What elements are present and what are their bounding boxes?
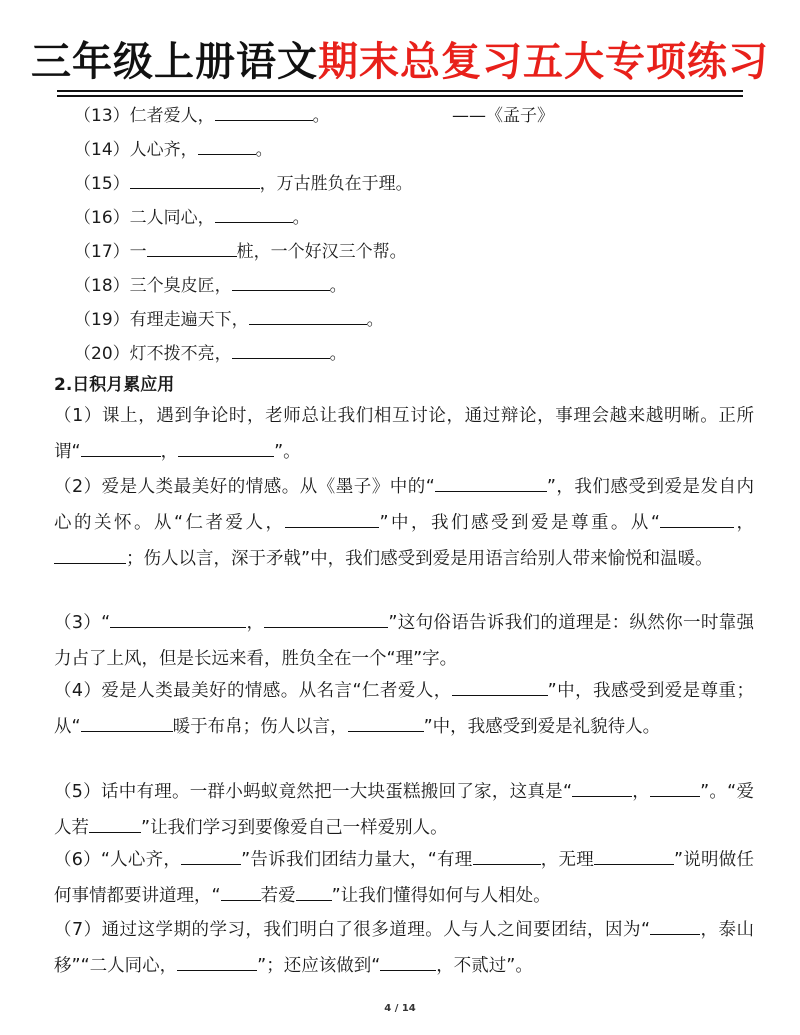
item-number: （13） <box>74 106 130 126</box>
item-number: （18） <box>74 276 130 296</box>
exercise-item-16 <box>74 205 310 231</box>
item-text: 。 <box>366 310 384 330</box>
item-text: 。 <box>329 276 347 296</box>
fill-blank[interactable] <box>594 847 674 865</box>
fill-blank[interactable] <box>81 439 161 457</box>
question-text: ”让我们懂得如何与人相处。 <box>331 886 551 906</box>
item-text: 仁者爱人， <box>129 106 215 126</box>
question-text: ， <box>160 442 179 462</box>
exercise-item-15 <box>74 171 413 197</box>
item-text: 。 <box>292 208 310 228</box>
fill-blank[interactable] <box>232 341 330 359</box>
fill-blank[interactable] <box>181 847 241 865</box>
fill-blank[interactable] <box>249 307 367 325</box>
fill-blank[interactable] <box>110 610 246 628</box>
question-text: ”这句俗语告诉我们的道理是：纵然你一时靠强力占了上风，但是长远来看，胜负全在一个“理”字。 <box>54 613 754 669</box>
exercise-item-17 <box>74 239 407 265</box>
fill-blank[interactable] <box>54 546 126 564</box>
item-number: （15） <box>74 174 130 194</box>
item-number: （19） <box>74 310 130 330</box>
page-title <box>0 38 800 86</box>
fill-blank[interactable] <box>215 205 293 223</box>
fill-blank[interactable] <box>380 953 436 971</box>
exercise-item-19 <box>74 307 384 333</box>
question-text: （7）通过这学期的学习，我们明白了很多道理。人与人之间要团结，因为“ <box>54 920 651 940</box>
fill-blank[interactable] <box>81 714 173 732</box>
question-text: 若爱 <box>260 886 296 906</box>
page-number: 4 / 14 <box>384 1003 416 1014</box>
question-text: ”告诉我们团结力量大，“有理 <box>241 850 473 870</box>
question-text: ， <box>632 782 651 802</box>
item-number: （20） <box>74 344 130 364</box>
question-6 <box>54 842 754 914</box>
item-text: 桩，一个好汉三个帮。 <box>236 242 407 262</box>
title-divider-bottom <box>57 95 743 97</box>
question-text: （6）“人心齐， <box>54 850 182 870</box>
item-number: （16） <box>74 208 130 228</box>
fill-blank[interactable] <box>348 714 424 732</box>
fill-blank[interactable] <box>198 137 256 155</box>
title-black-part: 三年级上册语文 <box>31 39 318 85</box>
question-text: ”，我们感受到爱是发自内心的关怀。从“仁者爱人， <box>54 477 754 533</box>
fill-blank[interactable] <box>452 678 548 696</box>
fill-blank[interactable] <box>296 883 332 901</box>
question-2 <box>54 469 754 577</box>
question-text: ”让我们学习到要像爱自己一样爱别人。 <box>141 818 448 838</box>
fill-blank[interactable] <box>177 953 257 971</box>
question-text: ；伤人以言，深于矛戟”中，我们感受到爱是用语言给别人带来愉悦和温暖。 <box>126 549 713 569</box>
fill-blank[interactable] <box>178 439 274 457</box>
question-text: ”。“爱人若 <box>54 782 755 838</box>
question-text: （5）话中有理。一群小蚂蚁竟然把一大块蛋糕搬回了家，这真是“ <box>54 782 573 802</box>
question-text: ”中，我感受到爱是尊重；从“ <box>54 681 754 737</box>
question-text: （2）爱是人类最美好的情感。从《墨子》中的“ <box>54 477 435 497</box>
question-4 <box>54 673 754 745</box>
exercise-item-13 <box>74 103 330 129</box>
fill-blank[interactable] <box>147 239 237 257</box>
question-text: 暖于布帛；伤人以言， <box>172 717 348 737</box>
question-text: （4）爱是人类最美好的情感。从名言“仁者爱人， <box>54 681 452 701</box>
fill-blank[interactable] <box>435 474 547 492</box>
fill-blank[interactable] <box>650 917 700 935</box>
question-text: ”说明做任何事情都要讲道理，“ <box>54 850 754 906</box>
item-number: （17） <box>74 242 130 262</box>
question-3 <box>54 605 754 677</box>
question-text: ”；还应该做到“ <box>257 956 381 976</box>
fill-blank[interactable] <box>650 779 700 797</box>
item-text: 。 <box>312 106 330 126</box>
fill-blank[interactable] <box>660 510 734 528</box>
fill-blank[interactable] <box>473 847 541 865</box>
question-text: ”。 <box>274 442 301 462</box>
question-text: ， <box>734 513 754 533</box>
fill-blank[interactable] <box>89 815 141 833</box>
title-red-part: 期末总复习五大专项练习 <box>318 39 769 85</box>
fill-blank[interactable] <box>232 273 330 291</box>
fill-blank[interactable] <box>215 103 313 121</box>
item-text: 。 <box>255 140 273 160</box>
question-text: ”中，我感受到爱是礼貌待人。 <box>423 717 661 737</box>
item-text: 一 <box>129 242 147 262</box>
question-text: ”中，我们感受到爱是尊重。从“ <box>379 513 660 533</box>
item-text: 有理走遍天下， <box>129 310 249 330</box>
item-text: 灯不拨不亮， <box>129 344 232 364</box>
item-text: 。 <box>329 344 347 364</box>
item-text: 二人同心， <box>129 208 215 228</box>
question-7 <box>54 912 754 984</box>
fill-blank[interactable] <box>572 779 632 797</box>
question-text: ，无理 <box>540 850 594 870</box>
question-text: （3）“ <box>54 613 111 633</box>
question-text: （1）课上，遇到争论时，老师总让我们相互讨论，通过辩论，事理会越来越明晰。正所谓“ <box>54 406 754 462</box>
item-text: 三个臭皮匠， <box>129 276 232 296</box>
exercise-item-20 <box>74 341 347 367</box>
item-number: （14） <box>74 140 130 160</box>
fill-blank[interactable] <box>285 510 379 528</box>
fill-blank[interactable] <box>130 171 260 189</box>
question-text: ， <box>246 613 265 633</box>
item-text: 人心齐， <box>129 140 198 160</box>
question-1 <box>54 398 754 470</box>
source-citation: ——《孟子》 <box>452 106 554 126</box>
item-text: ，万古胜负在于理。 <box>259 174 413 194</box>
section-heading: 2.日积月累应用 <box>54 375 175 395</box>
question-text: ，泰山移”“二人同心， <box>54 920 755 976</box>
question-5 <box>54 774 754 846</box>
exercise-item-18 <box>74 273 347 299</box>
title-divider-top <box>57 90 743 92</box>
question-text: ，不贰过”。 <box>436 956 533 976</box>
fill-blank[interactable] <box>221 883 261 901</box>
exercise-item-14 <box>74 137 273 163</box>
fill-blank[interactable] <box>264 610 388 628</box>
